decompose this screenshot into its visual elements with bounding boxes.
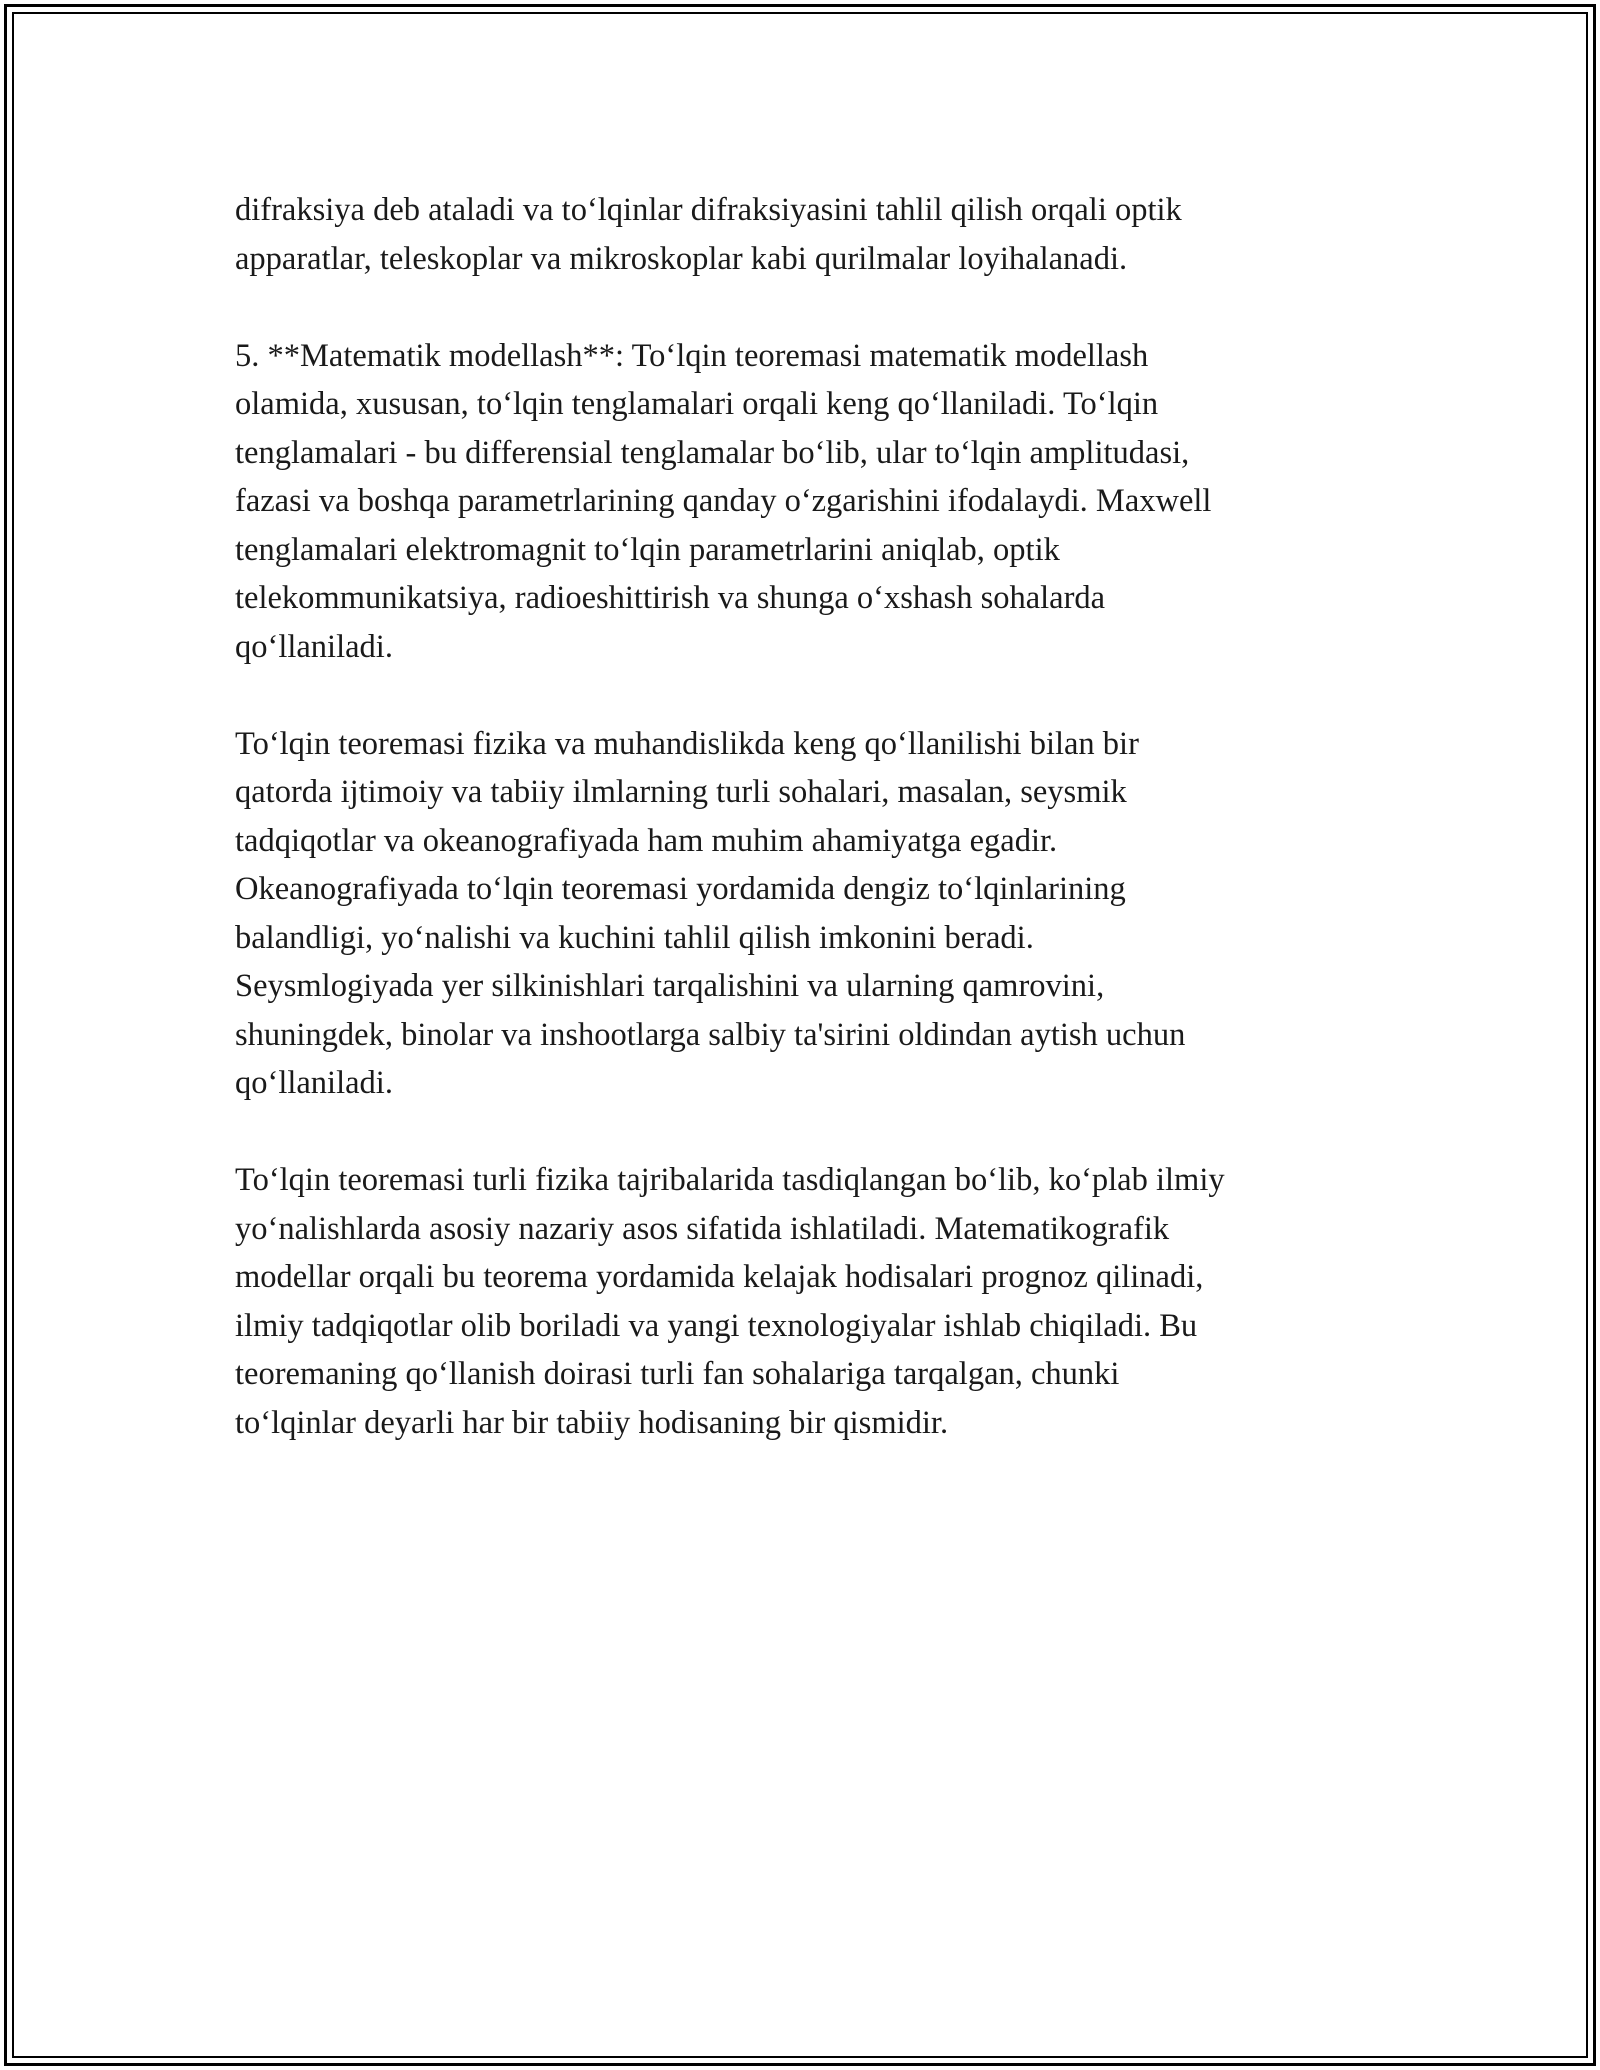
text-line: difraksiya deb ataladi va to‘lqinlar difraksiyasini tahlil qilish orqali optik	[235, 192, 1182, 228]
text-line: apparatlar, teleskoplar va mikroskoplar kabi qurilmalar loyihalanadi.	[235, 240, 1128, 277]
text-line: tenglamalari elektromagnit to‘lqin parametrlarini aniqlab, optik	[235, 531, 1060, 568]
text-line: tenglamalari - bu differensial tenglamalar bo‘lib, ular to‘lqin amplitudasi,	[235, 434, 1190, 471]
text-line: qatorda ijtimoiy va tabiiy ilmlarning turli sohalari, masalan, seysmik	[235, 774, 1127, 810]
text-line: teoremaning qo‘llanish doirasi turli fan sohalariga tarqalgan, chunki	[235, 1356, 1120, 1392]
text-line: qo‘llaniladi.	[235, 1065, 393, 1101]
paragraph-tajribalar	[235, 1156, 1375, 1447]
text-line: to‘lqinlar deyarli har bir tabiiy hodisaning bir qismidir.	[235, 1404, 949, 1441]
text-line: To‘lqin teoremasi turli fizika tajribalarida tasdiqlangan bo‘lib, ko‘plab ilmiy	[235, 1162, 1225, 1198]
text-line: ilmiy tadqiqotlar olib boriladi va yangi texnologiyalar ishlab chiqiladi. Bu	[235, 1307, 1198, 1344]
document-body	[235, 186, 1375, 1496]
text-line: modellar orqali bu teorema yordamida kelajak hodisalari prognoz qilinadi,	[235, 1259, 1204, 1295]
text-line: olamida, xususan, to‘lqin tenglamalari orqali keng qo‘llaniladi. To‘lqin	[235, 386, 1159, 422]
paragraph-fizika-muhandislik	[235, 720, 1375, 1108]
text-line: shuningdek, binolar va inshootlarga salbiy ta'sirini oldindan aytish uchun	[235, 1016, 1186, 1053]
text-line: qo‘llaniladi.	[235, 628, 393, 665]
text-line: telekommunikatsiya, radioeshittirish va shunga o‘xshash sohalarda	[235, 580, 1106, 616]
text-line: balandligi, yo‘nalishi va kuchini tahlil qilish imkonini beradi.	[235, 919, 1034, 956]
text-line: To‘lqin teoremasi fizika va muhandislikda keng qo‘llanilishi bilan bir	[235, 725, 1139, 762]
text-line: Okeanografiyada to‘lqin teoremasi yordamida dengiz to‘lqinlarining	[235, 871, 1126, 907]
text-line: yo‘nalishlarda asosiy nazariy asos sifatida ishlatiladi. Matematikografik	[235, 1210, 1170, 1247]
paragraph-matematik-modellash	[235, 332, 1375, 672]
text-line: Seysmlogiyada yer silkinishlari tarqalishini va ularning qamrovini,	[235, 968, 1105, 1004]
paragraph-difraksiya	[235, 186, 1375, 283]
text-line: tadqiqotlar va okeanografiyada ham muhim ahamiyatga egadir.	[235, 822, 1058, 859]
text-line: fazasi va boshqa parametrlarining qanday o‘zgarishini ifodalaydi. Maxwell	[235, 483, 1212, 519]
text-line: 5. **Matematik modellash**: To‘lqin teoremasi matematik modellash	[235, 337, 1149, 374]
